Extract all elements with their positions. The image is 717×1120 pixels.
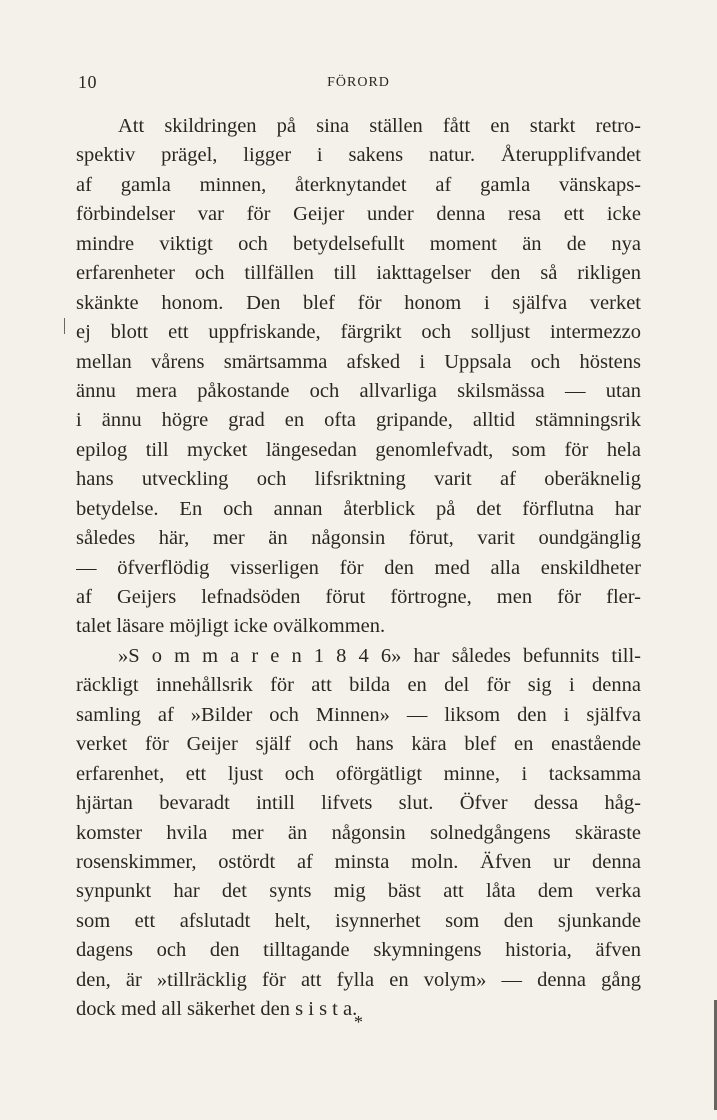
text-line: som ett afslutadt helt, isynnerhet som den sjunkande [76, 909, 641, 932]
text-line: komster hvila mer än någonsin solnedgångens skäraste [76, 821, 641, 844]
text-line: betydelse. En och annan återblick på det förflutna har [76, 497, 641, 520]
text-line: dagens och den tilltagande skymningens historia, äfven [76, 939, 641, 962]
text-line: ännu mera påkostande och allvarliga skilsmässa — utan [76, 379, 641, 402]
text-line: förbindelser var för Geijer under denna resa ett icke [76, 203, 641, 226]
text-line: erfarenheter och tillfällen till iakttagelser den så rikligen [76, 262, 641, 285]
text-line: samling af »Bilder och Minnen» — liksom den i själfva [76, 703, 641, 726]
text-line: Att skildringen på sina ställen fått en starkt retro- [118, 115, 641, 137]
text-line: skänkte honom. Den blef för honom i själfva verket [76, 291, 641, 314]
text-line: mellan vårens smärtsamma afsked i Uppsala och höstens [76, 350, 641, 373]
text-line: ej blott ett uppfriskande, färgrikt och solljust intermezzo [76, 321, 641, 344]
page-number: 10 [78, 72, 97, 92]
text-line: dock med all säkerhet den s i s t a. [76, 998, 358, 1021]
text-line: i ännu högre grad en ofta gripande, alltid stämningsrik [76, 409, 641, 432]
text-line: den, är »tillräcklig för att fylla en volym» — denna gång [76, 968, 641, 991]
text-line: synpunkt har det synts mig bäst att låta dem verka [76, 880, 641, 903]
text-line: — öfverflödig visserligen för den med alla enskildheter [76, 556, 641, 579]
body-text [76, 112, 641, 1025]
text-line: spektiv prägel, ligger i sakens natur. Återupplifvandet [76, 144, 641, 167]
text-line: erfarenhet, ett ljust och oförgätligt minne, i tacksamma [76, 762, 641, 785]
margin-mark [64, 318, 65, 334]
text-line: af Geijers lefnadsöden förut förtrogne, men för fler- [76, 586, 641, 608]
text-line: rosenskimmer, ostördt af minsta moln. Äfven ur denna [76, 850, 641, 873]
text-line: hans utveckling och lifsriktning varit af oberäknelig [76, 468, 641, 491]
text-line: mindre viktigt och betydelsefullt moment än de nya [76, 232, 641, 255]
text-line: epilog till mycket längesedan genomlefvadt, som för hela [76, 438, 641, 461]
text-line: räckligt innehållsrik för att bilda en del för sig i denna [76, 674, 641, 697]
text-line: verket för Geijer själf och hans kära blef en enastående [76, 733, 641, 756]
asterisk-ornament: * [354, 1012, 363, 1032]
text-line: talet läsare möjligt icke ovälkommen. [76, 615, 386, 638]
text-line: hjärtan bevaradt intill lifvets slut. Öfver dessa håg- [76, 792, 641, 815]
running-head: FÖRORD [327, 75, 390, 90]
text-line: af gamla minnen, återknytandet af gamla vänskaps- [76, 173, 641, 196]
text-line: således här, mer än någonsin förut, varit oundgänglig [76, 527, 641, 550]
text-line: »S o m m a r e n 1 8 4 6» har således befunnits till- [118, 644, 641, 667]
